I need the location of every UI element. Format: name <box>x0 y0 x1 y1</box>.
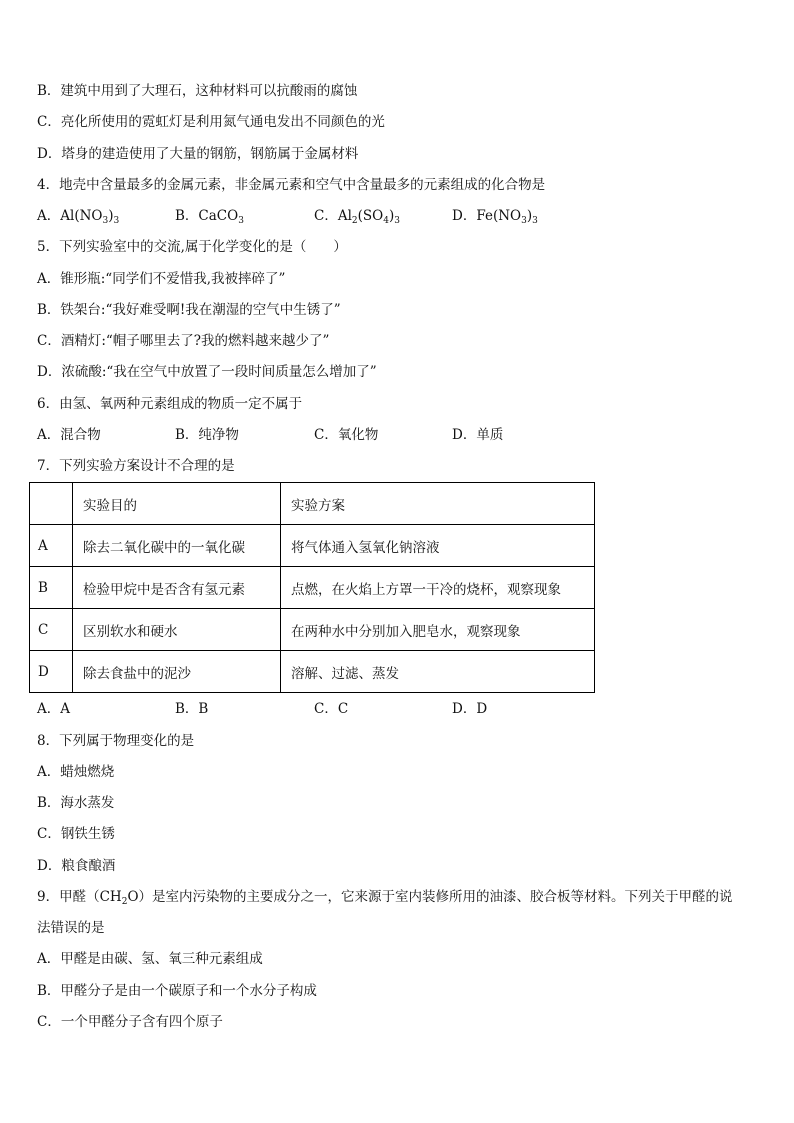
q5-option-d: D．浓硫酸:“我在空气中放置了一段时间质量怎么增加了” <box>37 364 377 380</box>
q9-option-a: A．甲醛是由碳、氢、氧三种元素组成 <box>37 951 263 967</box>
table-row <box>30 609 595 651</box>
q3-option-b: B．建筑中用到了大理石，这种材料可以抗酸雨的腐蚀 <box>37 83 358 99</box>
table-header-cell: 实验方案 <box>281 483 595 525</box>
q6-stem: 6．由氢、氧两种元素组成的物质一定不属于 <box>37 396 303 412</box>
table-header-cell <box>30 483 73 525</box>
table-cell: 在两种水中分别加入肥皂水，观察现象 <box>281 609 595 651</box>
q8-stem: 8．下列属于物理变化的是 <box>37 733 195 749</box>
table-cell: 检验甲烷中是否含有氢元素 <box>73 567 281 609</box>
q9-option-c: C．一个甲醛分子含有四个原子 <box>37 1014 223 1030</box>
q9-stem: 9．甲醛$(CH_2O)$是室内污染物的主要成分之一，它来源于室内装修所用的油漆、胶合板等材料。下列关于甲醛的说 <box>37 889 733 907</box>
table-cell: 溶解、过滤、蒸发 <box>281 651 595 693</box>
q7-stem: 7．下列实验方案设计不合理的是 <box>37 458 235 474</box>
q5-option-b: B．铁架台:“我好难受啊!我在潮湿的空气中生锈了” <box>37 302 341 318</box>
q3-option-d: D．塔身的建造使用了大量的钢筋，钢筋属于金属材料 <box>37 146 359 162</box>
q5-option-a: A．锥形瓶:“同学们不爱惜我,我被摔碎了” <box>37 271 286 287</box>
table-cell: C <box>30 609 73 651</box>
table-cell: 除去二氧化碳中的一氧化碳 <box>73 525 281 567</box>
q5-stem: 5．下列实验室中的交流,属于化学变化的是（ ） <box>37 239 347 255</box>
q6-option-b: B．纯净物 <box>175 427 239 443</box>
table-cell: A <box>30 525 73 567</box>
table-cell: D <box>30 651 73 693</box>
q7-option-b: B．B <box>175 701 209 717</box>
q7-option-a: A．A <box>37 701 70 717</box>
q8-option-b: B．海水蒸发 <box>37 795 115 811</box>
table-cell: 区别软水和硬水 <box>73 609 281 651</box>
q9-option-b: B．甲醛分子是由一个碳原子和一个水分子构成 <box>37 983 317 999</box>
table-row <box>30 525 595 567</box>
q7-table <box>29 482 595 693</box>
table-cell: B <box>30 567 73 609</box>
q6-option-a: A．混合物 <box>37 427 101 443</box>
q4-option-a: A．$Al(NO_3)_3$ <box>37 208 120 226</box>
q8-option-c: C．钢铁生锈 <box>37 826 115 842</box>
q8-option-a: A．蜡烛燃烧 <box>37 764 115 780</box>
q4-stem: 4．地壳中含量最多的金属元素，非金属元素和空气中含量最多的元素组成的化合物是 <box>37 177 546 193</box>
q6-option-d: D．单质 <box>452 427 504 443</box>
table-cell: 点燃，在火焰上方罩一干冷的烧杯，观察现象 <box>281 567 595 609</box>
q3-option-c: C．亮化所使用的霓虹灯是利用氮气通电发出不同颜色的光 <box>37 114 385 130</box>
q7-option-d: D．D <box>452 701 488 717</box>
table-row <box>30 651 595 693</box>
q4-option-b: B．CaCO$_3$ <box>175 208 244 226</box>
q6-option-c: C．氧化物 <box>314 427 379 443</box>
q8-option-d: D．粮食酿酒 <box>37 858 116 874</box>
table-header-row <box>30 483 595 525</box>
q9-stem-line2: 法错误的是 <box>37 920 105 936</box>
table-header-cell: 实验目的 <box>73 483 281 525</box>
table-cell: 除去食盐中的泥沙 <box>73 651 281 693</box>
q5-option-c: C．酒精灯:“帽子哪里去了?我的燃料越来越少了” <box>37 333 330 349</box>
table-row <box>30 567 595 609</box>
q7-option-c: C．C <box>314 701 349 717</box>
q4-option-c: C．$Al_2(SO_4)_3$ <box>314 208 400 226</box>
table-cell: 将气体通入氢氧化钠溶液 <box>281 525 595 567</box>
q4-option-d: D．$Fe(NO_3)_3$ <box>452 208 538 226</box>
